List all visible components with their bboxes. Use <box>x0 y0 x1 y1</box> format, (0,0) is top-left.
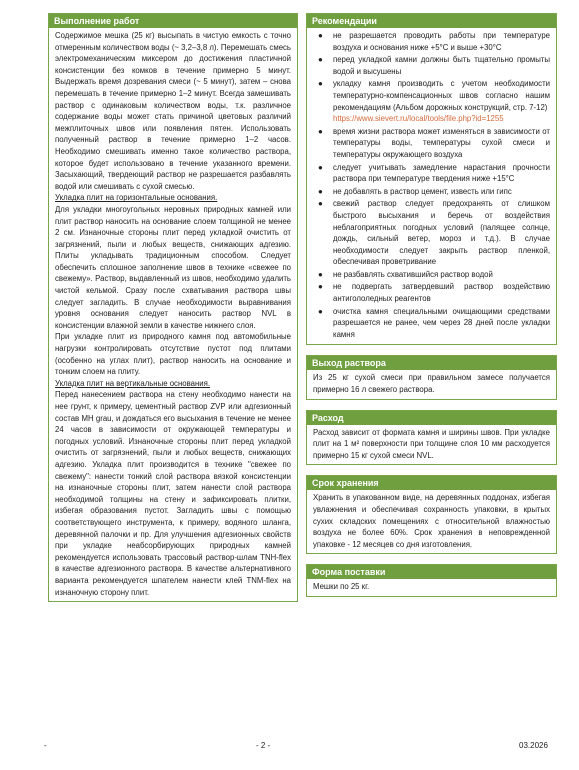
paragraph: Хранить в упакованном виде, на деревянных поддонах, избегая увлажнения и обеспечивая сохранность упаковки, в крытых сухих складских помещениях с относительной влажностью воздуха не более 60%. Срок хранения в неповрежденной упаковке - 12 месяцев со дня изготовления. <box>313 493 550 549</box>
subheading-horizontal: Укладка плит на горизонтальные основания. <box>55 193 218 203</box>
section-title: Форма поставки <box>307 565 556 579</box>
bullet-icon: ● <box>318 282 323 292</box>
paragraph: Мешки по 25 кг. <box>313 582 370 592</box>
storage-section <box>306 475 557 554</box>
bullet-icon: ● <box>318 162 323 172</box>
work-execution-section <box>48 13 298 602</box>
yield-section <box>306 355 557 399</box>
section-title: Срок хранения <box>307 476 556 490</box>
bullet-icon: ● <box>318 55 323 65</box>
paragraph: Для укладки многоугольных неровных природных камней или плит раствор наносить на основание слоем толщиной не менее 2 см. Изнаночные стороны плит перед укладкой очистить от загрязнений, пыли и любых веществ, снижающих адгезию. Плиты укладывать традиционным способом. Следует обеспечить сплошное заполнение швов в технике «свежее по свежему». Раствор, выдавленный из швов, необходимо удалить чистой кельмой. Сразу после схватывания раствора швы следует загладить. В случае необходимости выравнивания уровня основания следует наносить раствор NVL в консистенции влажной земли в качестве нижнего слоя. <box>55 204 291 330</box>
bullet-icon: ● <box>318 199 323 209</box>
section-body <box>307 490 556 553</box>
packaging-section <box>306 564 557 597</box>
list-item: ● не разрешается проводить работы при температуре воздуха и основания ниже +5°C и выше +30°C <box>318 31 550 52</box>
section-title: Выполнение работ <box>49 14 297 28</box>
paragraph: Из 25 кг сухой смеси при правильном замесе получается примерно 16 л свежего раствора. <box>313 373 550 395</box>
list-item: ● перед укладкой камни должны быть тщательно промыты водой и высушены <box>318 55 550 76</box>
section-body <box>49 28 297 601</box>
section-body <box>307 425 556 465</box>
paragraph: Расход зависит от формата камня и ширины швов. При укладке плит на 1 м² поверхности при толщине слоя 10 мм расходуется примерно 15 кг сухой смеси NVL. <box>313 427 550 460</box>
document-link[interactable]: https://www.sievert.ru/local/tools/file.php?id=1255 <box>333 114 504 124</box>
footer-date: 03.2026 <box>519 741 548 750</box>
bullet-icon: ● <box>318 306 323 316</box>
bullet-icon: ● <box>318 126 323 136</box>
recommendations-list <box>313 30 550 340</box>
bullet-icon: ● <box>318 79 323 89</box>
paragraph: Содержимое мешка (25 кг) высыпать в чистую емкость с точно отмеренным количеством воды (~ 3,2–3,8 л). Перемешать смесь электромеханическим миксером до достижения пластичной консистенции без комков в течение примерно 5 минут. Выдержать время дозревания смеси (~ 5 минут), затем – снова перемешать в течение примерно 1–2 минут. Всегда замешивать раствор с одинаковым количеством воды, т.к. различное содержание воды может стать причиной цветовых различий межплиточных швов или появления пятен. Использовать полученный раствор в течение примерно 1–2 часов. Необходимо смешивать именно такое количество раствора, которое будет использовано в течение указанного времени. Засыхающий, твердеющий раствор не разрешается разбавлять водой или смешивать с сухой смесью. <box>55 31 291 191</box>
bullet-icon: ● <box>318 186 323 196</box>
section-body <box>307 579 556 596</box>
subheading-vertical: Укладка плит на вертикальные основания. <box>55 378 211 388</box>
list-item: ● не добавлять в раствор цемент, известь или гипс <box>318 186 512 196</box>
paragraph: Перед нанесением раствора на стену необходимо нанести на нее грунт, к примеру, цементный раствор ZVP или адгезионный состав MH grau, и дождаться его высыхания в течение не менее 24 часов в зависимости от окружающей температуры и погодных условий. Изнаночные стороны плит перед укладкой очистить от загрязнений, пыли и любых веществ, снижающих адгезию. Укладка плит производится в технике "свежее по свежему": нанести тонкий слой раствора вязкой консистенции на изнаночные стороны плит, затем нанести слой раствора необходимой толщины на стену и зафиксировать плитки, избегая образования пустот. Загладить швы с помощью соответствующего инструмента, к примеру, водяного шланга, деревянной палочки и пр. Для улучшения адгезионных свойств при укладке неабсорбирующих природных камней рекомендуется использовать трассовый раствор-шлам TNH-flex в качестве адгезионного раствора. В качестве альтернативного варианта рекомендуется шпателем нанести клей TNM-flex на изнаночную сторону плит. <box>55 390 291 597</box>
list-item: ● свежий раствор следует предохранять от слишком быстрого высыхания и беречь от воздействия неблагоприятных погодных условий (палящее солнце, дождь, сильный ветер, мороз и т.д.). В случае необходимости следует закрыть раствор пленкой, обеспечивая проветривание <box>318 199 550 267</box>
footer-left: - <box>44 741 47 750</box>
section-body <box>307 28 556 344</box>
bullet-icon: ● <box>318 269 323 279</box>
right-column <box>306 13 557 607</box>
bullet-icon: ● <box>318 31 323 40</box>
left-column <box>48 13 298 612</box>
consumption-section <box>306 410 557 466</box>
list-item: ● следует учитывать замедление нарастания прочности раствора при температуре твердения ниже +15°C <box>318 162 550 184</box>
list-item: ● время жизни раствора может изменяться в зависимости от температуры воды, температуры сухой смеси и температуры окружающего воздуха <box>318 126 550 159</box>
section-title: Выход раствора <box>307 356 556 370</box>
list-item: ● укладку камня производить с учетом необходимости температурно-компенсационных швов согласно нашим рекомендациям (Альбом дорожных конструкций, стр. 7-12) https://www.sievert.ru/local/tools/file.php?id=1255 <box>318 79 550 124</box>
section-title: Рекомендации <box>307 14 556 28</box>
section-title: Расход <box>307 411 556 425</box>
recommendations-section <box>306 13 557 345</box>
list-item: ● не разбавлять схватившийся раствор водой <box>318 269 493 279</box>
page-number: - 2 - <box>256 741 271 750</box>
list-item: ● очистка камня специальными очищающими средствами разрешается не ранее, чем через 28 дней после укладки камня <box>318 306 550 339</box>
paragraph: При укладке плит из природного камня под автомобильные нагрузки контролировать отсутствие пустот под плитами (особенно на углах плит), раствор наносить на основание и тонким слоем на плиту. <box>55 332 291 377</box>
list-item: ● не подвергать затвердевший раствор воздействию антигололедных реагентов <box>318 282 550 304</box>
section-body <box>307 370 556 398</box>
